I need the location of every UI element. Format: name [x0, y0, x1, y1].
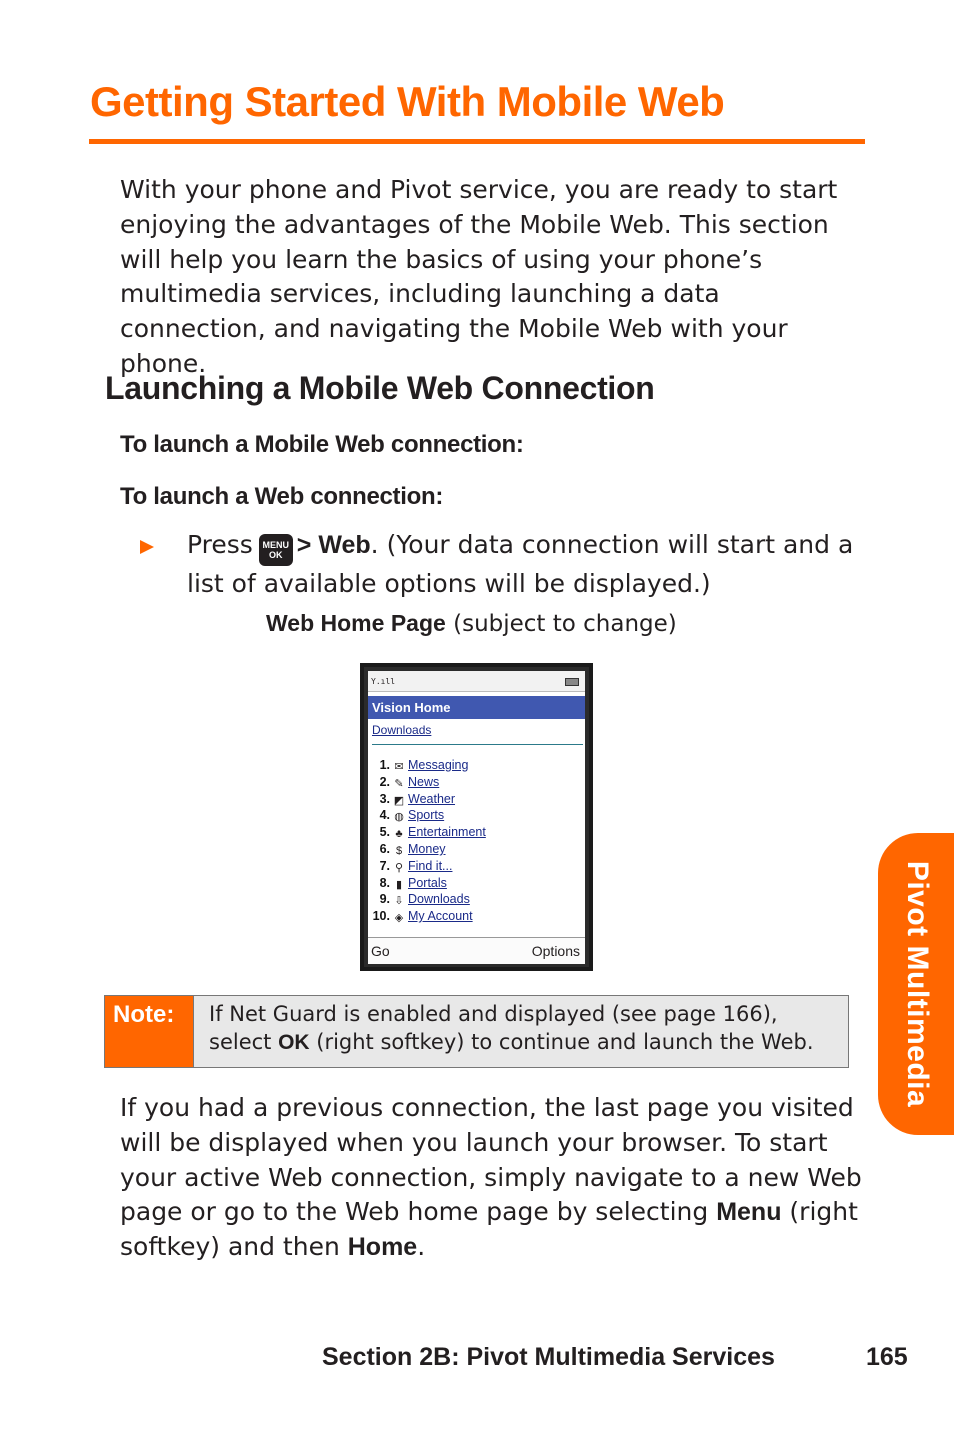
menu-item-number: 8. — [379, 875, 390, 890]
menu-item-link[interactable]: Money — [408, 841, 446, 856]
section-heading: Launching a Mobile Web Connection — [105, 370, 655, 406]
phone-menu-item[interactable] — [371, 807, 486, 824]
phone-title-bar: Vision Home — [368, 696, 585, 719]
phone-menu-item[interactable] — [371, 908, 486, 925]
intro-paragraph: With your phone and Pivot service, you are ready to start enjoying the advantages of the Mobile Web. This section will help you learn the basics of using your phone’s multimedia services, including launching a data connection, and navigating the Mobile Web with your phone. — [120, 175, 838, 378]
phone-menu-item[interactable] — [371, 774, 486, 791]
phone-menu-item[interactable] — [371, 875, 486, 892]
phone-menu-item[interactable] — [371, 824, 486, 841]
title-rule — [89, 139, 865, 144]
phone-menu-item[interactable] — [371, 891, 486, 908]
menu-item-number: 3. — [379, 791, 390, 806]
menu-item-link[interactable]: Portals — [408, 875, 447, 890]
step-press: Press — [187, 530, 253, 559]
note-box — [104, 995, 849, 1068]
menu-item-number: 7. — [379, 858, 390, 873]
menu-item-icon: ⇩ — [394, 895, 404, 908]
menu-item-link[interactable]: Find it... — [408, 858, 453, 873]
menu-item-number: 4. — [379, 808, 390, 823]
menu-item-link[interactable]: Weather — [408, 791, 456, 806]
menu-item-icon: ◍ — [394, 811, 404, 824]
page-title: Getting Started With Mobile Web — [90, 78, 725, 125]
signal-icon: Y.ıll — [371, 677, 396, 686]
footer-section: Section 2B: Pivot Multimedia Services — [322, 1343, 775, 1371]
battery-icon — [565, 678, 579, 686]
phone-status-bar — [368, 671, 585, 692]
subheading-web: To launch a Web connection: — [120, 483, 444, 510]
menu-item-number: 6. — [379, 841, 390, 856]
menu-item-link[interactable]: Messaging — [408, 758, 469, 772]
phone-softkey-bar — [368, 937, 585, 964]
menu-item-link[interactable]: My Account — [408, 909, 473, 924]
menu-item-number: 2. — [379, 774, 390, 789]
menu-item-number: 10. — [372, 909, 390, 924]
screen-caption: Web Home Page (subject to change) — [266, 610, 677, 637]
closing-paragraph: If you had a previous connection, the last page you visited will be displayed when you launch your browser. To start your active Web connection, simply navigate to a new Web page or go to the Web home page by selecting Menu (right softkey) and then Home. — [120, 1093, 862, 1262]
step-target: > Web — [296, 531, 371, 559]
note-label: Note: — [105, 996, 194, 1067]
menu-item-icon: ♣ — [395, 828, 403, 841]
menu-item-number: 5. — [379, 825, 390, 840]
phone-menu-item[interactable] — [371, 791, 486, 808]
page-number: 165 — [866, 1343, 908, 1371]
phone-menu-item[interactable] — [371, 858, 486, 875]
phone-screenshot — [360, 663, 593, 971]
menu-item-icon: ⚲ — [394, 861, 404, 874]
softkey-options[interactable]: Options — [531, 943, 580, 959]
phone-screen — [368, 671, 585, 963]
phone-top-link[interactable]: Downloads — [372, 723, 432, 737]
menu-item-icon: ▮ — [395, 878, 403, 891]
note-text: If Net Guard is enabled and displayed (see page 166), select OK (right softkey) to continue and launch the Web. — [209, 1002, 814, 1054]
step-instruction — [187, 527, 867, 601]
menu-item-link[interactable]: Downloads — [408, 892, 470, 907]
menu-item-icon: ✎ — [394, 777, 404, 790]
step-rest: . (Your data connection will start and a list of available options will be displayed.) — [187, 530, 854, 598]
menu-item-icon: ✉ — [394, 761, 404, 773]
menu-item-link[interactable]: Entertainment — [408, 825, 486, 840]
phone-menu-item[interactable] — [371, 841, 486, 858]
phone-menu-list — [371, 757, 486, 925]
menu-item-icon: ◩ — [393, 794, 405, 807]
subheading-mobile-web: To launch a Mobile Web connection: — [120, 431, 524, 458]
side-tab-label: Pivot Multimedia — [901, 860, 934, 1108]
menu-item-link[interactable]: News — [408, 774, 440, 789]
menu-ok-key-icon: MENU OK — [259, 534, 293, 566]
phone-divider — [372, 744, 583, 745]
menu-item-icon: ◈ — [394, 912, 404, 925]
softkey-go[interactable]: Go — [371, 943, 390, 959]
menu-item-icon: $ — [395, 844, 403, 857]
menu-item-number: 9. — [379, 892, 390, 907]
menu-item-number: 1. — [379, 758, 390, 772]
bullet-arrow-icon — [140, 540, 154, 554]
menu-item-link[interactable]: Sports — [408, 808, 445, 823]
phone-menu-item[interactable] — [371, 757, 486, 774]
